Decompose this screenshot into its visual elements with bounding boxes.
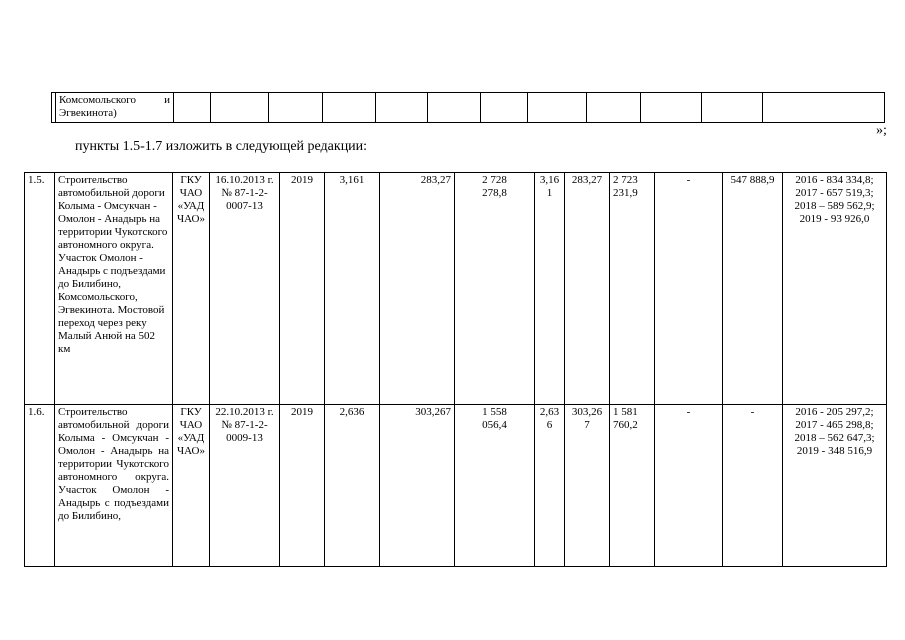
cost: 303,267 [380, 405, 455, 567]
schedule: 2016 - 205 297,2; 2017 - 465 298,8; 2018 – 562 647,3; 2019 - 348 516,9 [783, 405, 887, 567]
length: 3,161 [325, 173, 380, 405]
customer: ГКУ ЧАО «УАД ЧАО» [173, 405, 210, 567]
projects-table [24, 172, 887, 567]
table-cell [702, 93, 763, 123]
col-12: - [655, 173, 723, 405]
table-cell [763, 93, 885, 123]
price-2: 2 723 231,9 [610, 173, 655, 405]
row-number: 1.6. [25, 405, 55, 567]
table-cell [323, 93, 376, 123]
price-2: 1 581 760,2 [610, 405, 655, 567]
closing-quote: »; [876, 123, 887, 138]
customer: ГКУ ЧАО «УАД ЧАО» [173, 173, 210, 405]
cost-2: 303,26 7 [565, 405, 610, 567]
table-cell [174, 93, 211, 123]
year: 2019 [280, 405, 325, 567]
cost: 283,27 [380, 173, 455, 405]
table-row [52, 93, 885, 123]
table-cell [641, 93, 702, 123]
col-13: - [723, 405, 783, 567]
table-cell-name: Комсомольского и Эгвекинота) [56, 93, 174, 123]
project-name: Строительство автомобильной дороги Колыма - Омсукчан - Омолон - Анадырь на территории Чукотского автономного округа. Участок Омолон - Анадырь с подъездами до Билибино, [55, 405, 173, 567]
table-cell [376, 93, 428, 123]
table-cell [428, 93, 481, 123]
col-13: 547 888,9 [723, 173, 783, 405]
document: 22.10.2013 г. № 87-1-2-0009-13 [210, 405, 280, 567]
previous-table-fragment [51, 92, 885, 123]
price: 2 728 278,8 [455, 173, 535, 405]
row-number: 1.5. [25, 173, 55, 405]
table-row [25, 405, 887, 567]
table-cell [587, 93, 641, 123]
schedule: 2016 - 834 334,8; 2017 - 657 519,3; 2018 – 589 562,9; 2019 - 93 926,0 [783, 173, 887, 405]
price: 1 558 056,4 [455, 405, 535, 567]
instruction-text: пункты 1.5-1.7 изложить в следующей редакции: [75, 139, 368, 154]
table-cell [211, 93, 269, 123]
length: 2,636 [325, 405, 380, 567]
table-cell [269, 93, 323, 123]
length-2: 2,63 6 [535, 405, 565, 567]
table-cell [528, 93, 587, 123]
year: 2019 [280, 173, 325, 405]
table-row [25, 173, 887, 405]
cost-2: 283,27 [565, 173, 610, 405]
length-2: 3,16 1 [535, 173, 565, 405]
table-cell [481, 93, 528, 123]
document: 16.10.2013 г. № 87-1-2-0007-13 [210, 173, 280, 405]
project-name: Строительство автомобильной дороги Колыма - Омсукчан - Омолон - Анадырь на территории Чукотского автономного округа. Участок Омолон - Анадырь с подъездами до Билибино, Комсомольского, Эгвекинота. Мостовой переход через реку Малый Анюй на 502 км [55, 173, 173, 405]
col-12: - [655, 405, 723, 567]
